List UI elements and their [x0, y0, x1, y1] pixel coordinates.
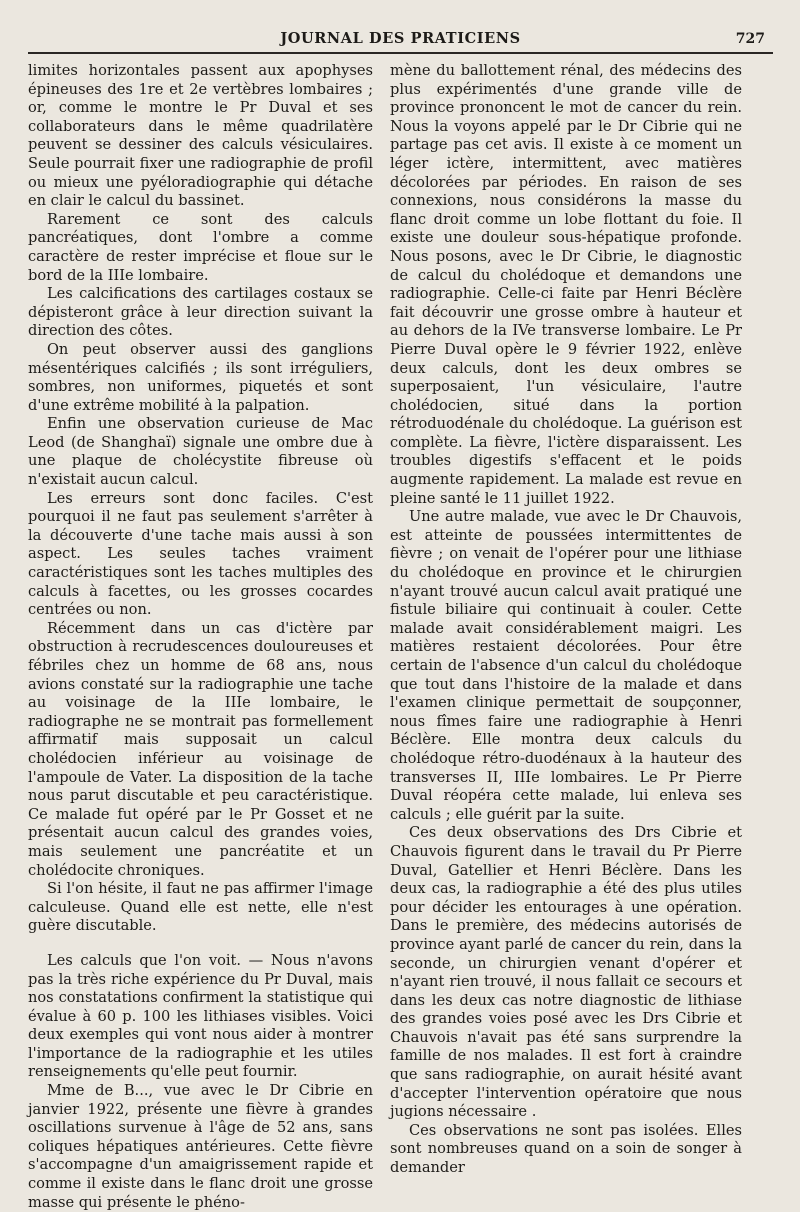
paragraph: On peut observer aussi des ganglions mésentériques calcifiés ; ils sont irréguliers, sombres, non uniformes, piquetés et sont d'une extrême mobilité à la palpation. [28, 340, 373, 414]
paragraph: Les erreurs sont donc faciles. C'est pourquoi il ne faut pas seulement s'arrêter à la découverte d'une tache mais aussi à son aspect. Les seules taches vraiment caractéristiques sont les taches multiples des calculs à facettes, ou les grosses cocardes centrées ou non. [28, 489, 373, 619]
paragraph: Mme de B..., vue avec le Dr Cibrie en janvier 1922, présente une fièvre à grandes oscillations survenue à l'âge de 52 ans, sans coliques hépatiques antérieures. Cette fièvre s'accompagne d'un amaigrissement rapide et comme il existe dans le flanc droit une grosse masse qui présente le phéno- [28, 1082, 373, 1211]
page-number: 727 [735, 31, 765, 47]
paragraph: Si l'on hésite, il faut ne pas affirmer l'image calculeuse. Quand elle est nette, elle n'est guère discutable. [28, 880, 373, 935]
header-rule [28, 52, 773, 54]
paragraph: Les calcifications des cartilages costaux se dépisteront grâce à leur direction suivant la direction des côtes. [28, 285, 373, 340]
paragraph: Ces deux observations des Drs Cibrie et Chauvois figurent dans le travail du Pr Pierre Duval, Gatellier et Henri Béclère. Dans les deux cas, la radiographie a été des plus utiles pour décider les entourages à une opération. Dans le première, des médecins autorisés de province ayant parlé de cancer du rein, dans la seconde, un chirurgien venant d'opérer et n'ayant rien trouvé, il nous fallait ce secours et dans les deux cas notre diagnostic de lithiase des grandes voies posé avec les Drs Cibrie et Chauvois n'avait pas été sans surprendre la famille de nos malades. Il est fort à craindre que sans radiographie, on aurait hésité avant d'accepter l'intervention opératoire que nous jugions nécessaire . [390, 824, 742, 1121]
paragraph: Une autre malade, vue avec le Dr Chauvois, est atteinte de poussées intermittentes de fièvre ; on venait de l'opérer pour une lithiase du cholédoque en province et le chirurgien n'ayant trouvé aucun calcul avait pratiqué une fistule biliaire qui continuait à couler. Cette malade avait considérablement maigri. Les matières restaient décolorées. Pour être certain de l'absence d'un calcul du cholédoque que tout dans l'histoire de la malade et dans l'examen clinique permettait de soupçonner, nous fîmes faire une radiographie à Henri Béclère. Elle montra deux calculs du cholédoque rétro-duodénaux à la hauteur des transverses II, IIIe lombaires. Le Pr Pierre Duval réopéra cette malade, lui enleva ses calculs ; elle guérit par la suite. [390, 508, 742, 823]
left-column [28, 62, 373, 1212]
paragraph: limites horizontales passent aux apophyses épineuses des 1re et 2e vertèbres lombaires ; or, comme le montre le Pr Duval et ses collaborateurs dans le même quadrilatère peuvent se dessiner des calculs vésiculaires. Seule pourrait fixer une radiographie de profil ou mieux une pyéloradiographie qui détache en clair le calcul du bassinet. [28, 62, 373, 210]
journal-title: JOURNAL DES PRATICIENS [280, 30, 521, 47]
paragraph: Rarement ce sont des calculs pancréatiques, dont l'ombre a comme caractère de rester imprécise et floue sur le bord de la IIIe lombaire. [28, 210, 373, 284]
paragraph: Ces observations ne sont pas isolées. Elles sont nombreuses quand on a soin de songer à demander [390, 1121, 742, 1177]
running-header [28, 28, 773, 50]
paragraph: Récemment dans un cas d'ictère par obstruction à recrudescences douloureuses et fébriles chez un homme de 68 ans, nous avions constaté sur la radiographie une tache au voisinage de la IIIe lombaire, le radiographe ne se montrait pas formellement affirmatif mais supposait un calcul cholédocien inférieur au voisinage de l'ampoule de Vater. La disposition de la tache nous parut discutable et peu caractéristique. Ce malade fut opéré par le Pr Gosset et ne présentait aucun calcul des grandes voies, mais seulement une pancréatite et un cholédocite chroniques. [28, 619, 373, 879]
right-column [390, 62, 742, 1178]
paragraph: Enfin une observation curieuse de Mac Leod (de Shanghaï) signale une ombre due à une plaque de cholécystite fibreuse où n'existait aucun calcul. [28, 415, 373, 489]
paragraph: mène du ballottement rénal, des médecins des plus expérimentés d'une grande ville de province prononcent le mot de cancer du rein. Nous la voyons appelé par le Dr Cibrie qui ne partage pas cet avis. Il existe à ce moment un léger ictère, intermittent, avec matières décolorées par périodes. En raison de ses connexions, nous considérons la masse du flanc droit comme un lobe flottant du foie. Il existe une douleur sous-hépatique profonde. Nous posons, avec le Dr Cibrie, le diagnostic de calcul du cholédoque et demandons une radiographie. Celle-ci faite par Henri Béclère fait découvrir une grosse ombre à hauteur et au dehors de la IVe transverse lombaire. Le Pr Pierre Duval opère le 9 février 1922, enlève deux calculs, dont les deux ombres se superposaient, l'un vésiculaire, l'autre cholédocien, situé dans la portion rétroduodénale du cholédoque. La guérison est complète. La fièvre, l'ictère disparaissent. Les troubles digestifs s'effacent et le poids augmente rapidement. La malade est revue en pleine santé le 11 juillet 1922. [390, 62, 742, 507]
section-paragraph: Les calculs que l'on voit. — Nous n'avons pas la très riche expérience du Pr Duval, mais nos constatations confirment la statistique qui évalue à 60 p. 100 les lithiases visibles. Voici deux exemples qui vont nous aider à montrer l'importance de la radiographie et les utiles renseignements qu'elle peut fournir. [28, 951, 373, 1081]
